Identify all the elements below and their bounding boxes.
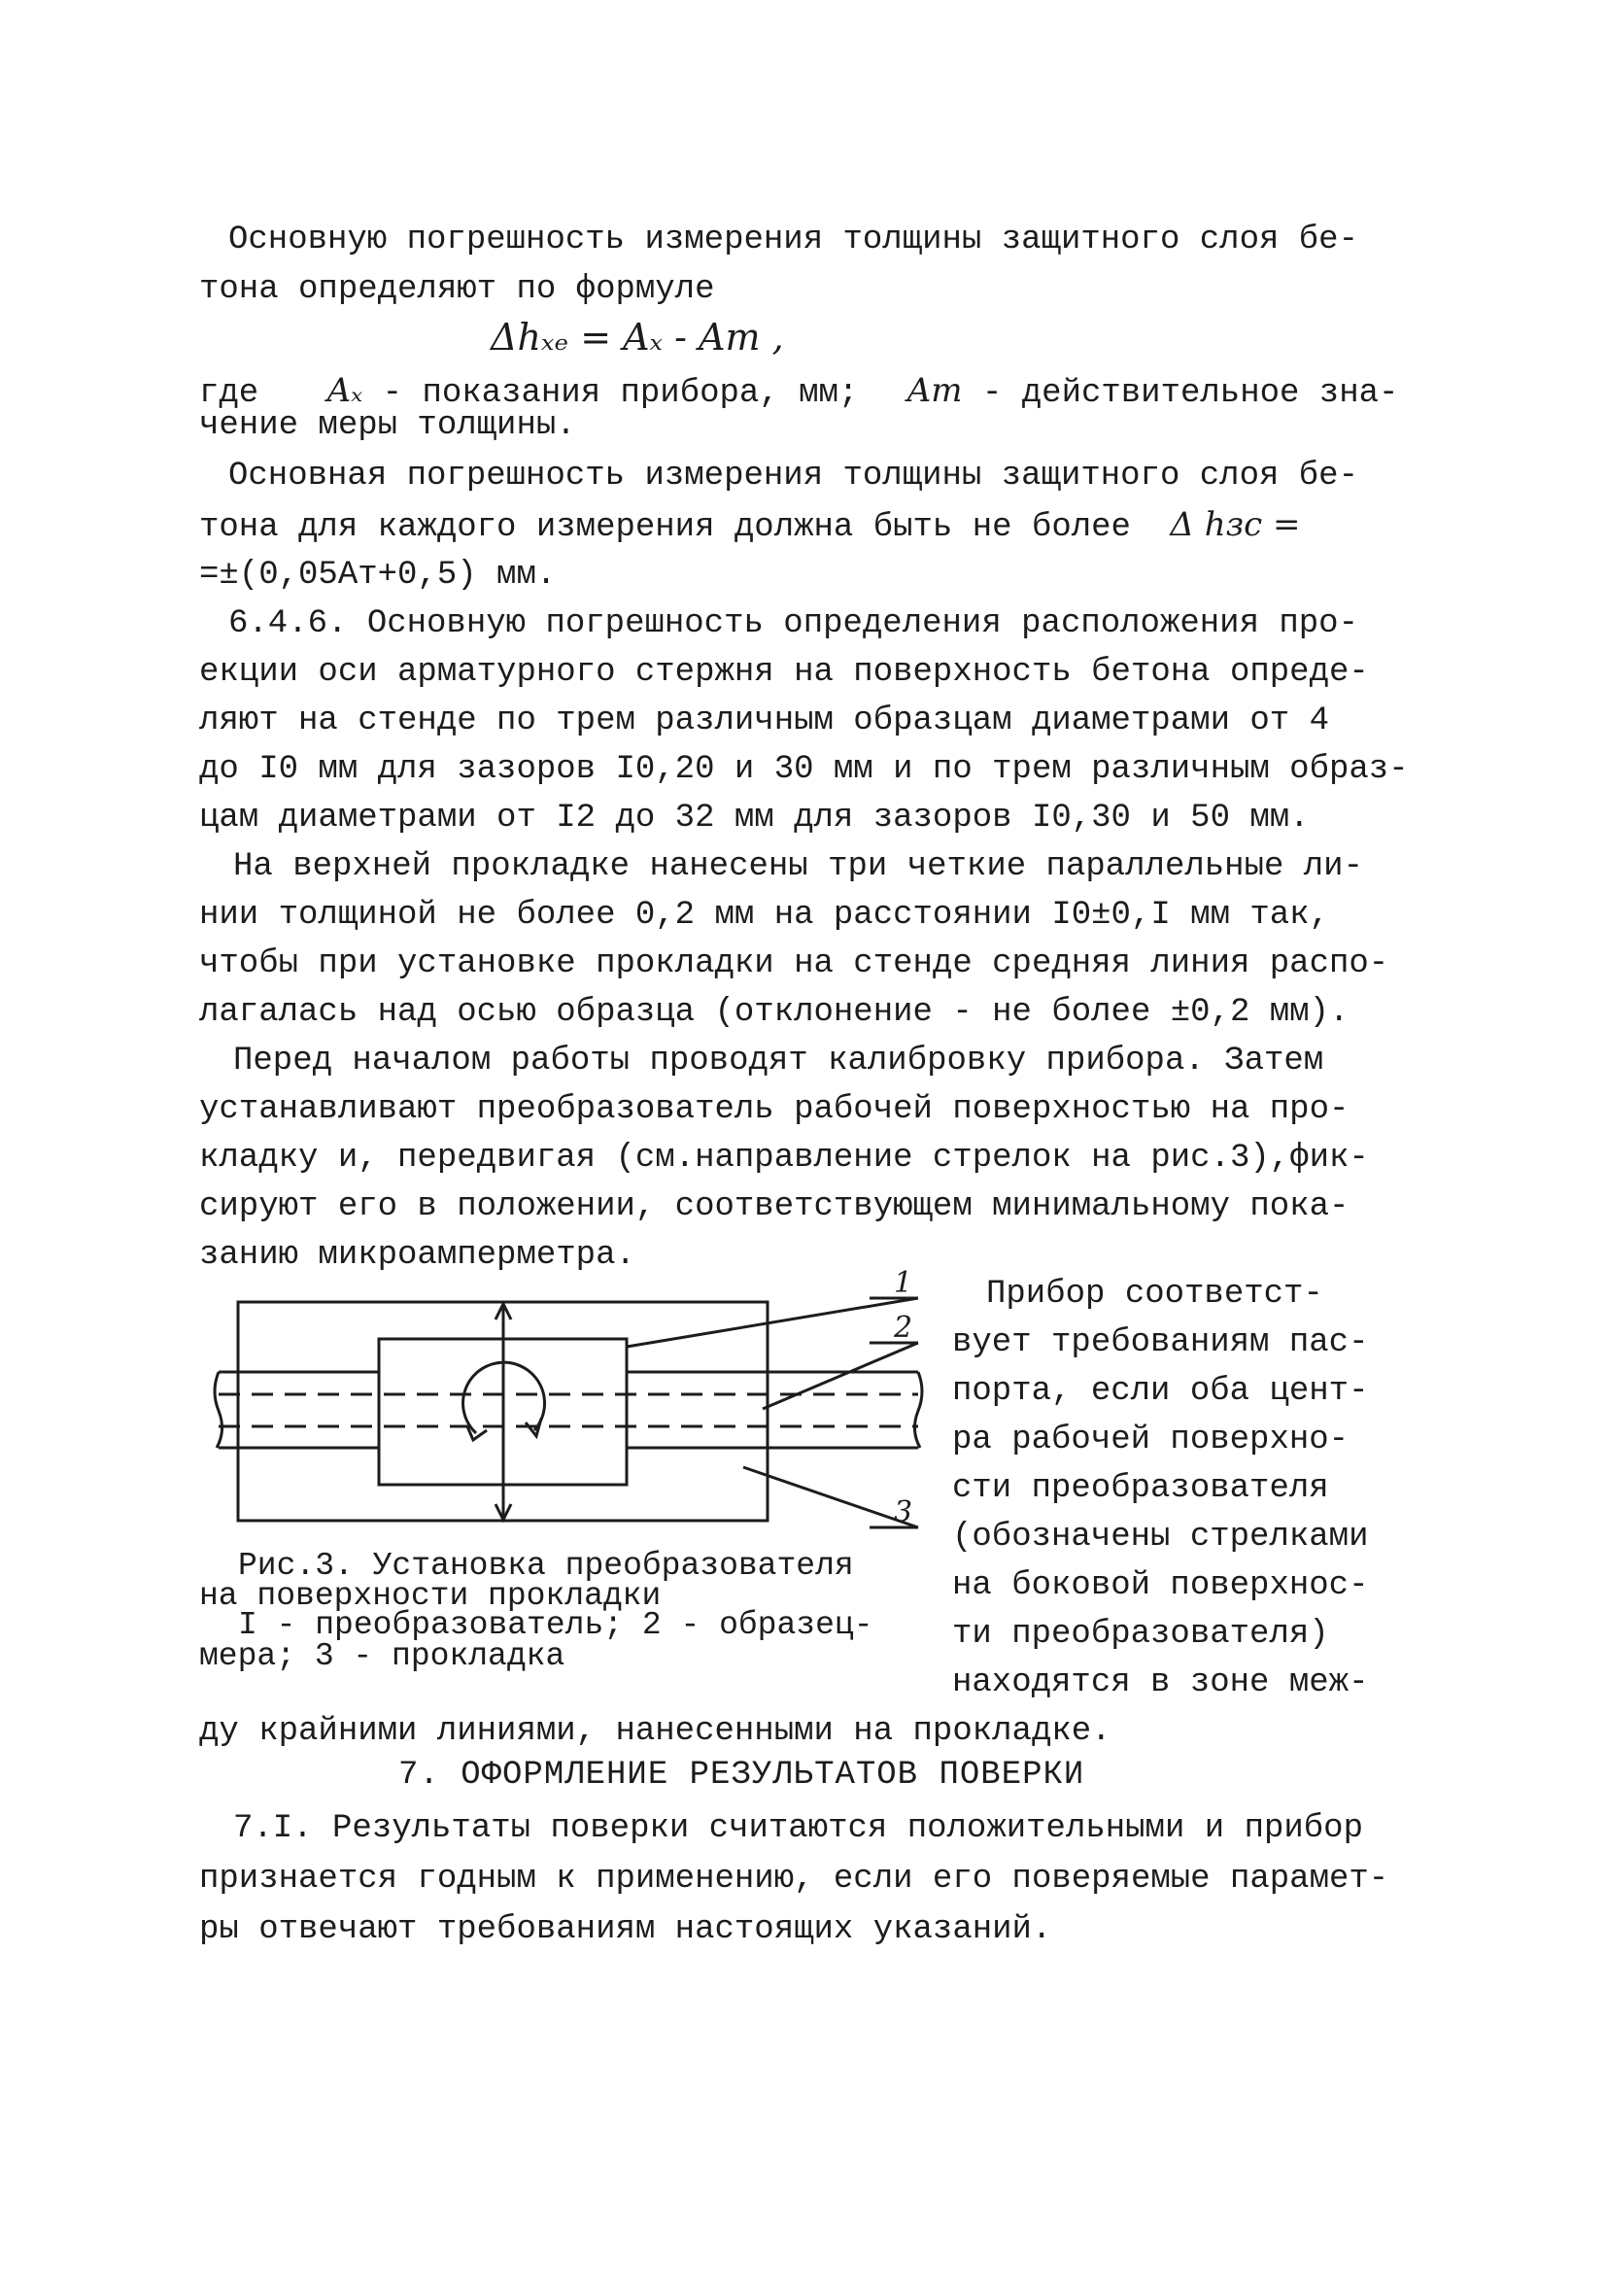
text-line: кладку и, передвигая (см.направление стрелок на рис.3),фик- [199,1140,1369,1177]
break-mark [914,1372,922,1448]
delta-h-symbol: Δ hзс = [1170,505,1301,544]
section-heading: 7. ОФОРМЛЕНИЕ РЕЗУЛЬТАТОВ ПОВЕРКИ [398,1757,1085,1794]
side-text: сти преобразователя [952,1470,1329,1507]
text-line [228,455,1365,497]
text-line [199,503,1301,549]
side-text: Прибор соответст- [986,1276,1323,1313]
ax-symbol: Aₓ [326,371,363,410]
text-line: ду крайними линиями, нанесенными на прокладке. [199,1713,1111,1750]
where-word: где [199,375,259,412]
leader-line-1 [627,1298,918,1347]
figure-legend: мера; 3 - прокладка [199,1638,565,1674]
text-line: до I0 мм для зазоров I0,20 и 30 мм и по трем различным образ- [199,751,1409,788]
text-span: Основную погрешность измерения толщины защитного слоя бе- [228,222,1358,258]
text-span: тона для каждого измерения должна быть не более [199,509,1131,546]
break-mark [215,1372,222,1448]
text-line: =±(0,05Aт+0,5) мм. [199,557,557,594]
at-symbol: Aт [906,371,963,410]
text-line: цам диаметрами от I2 до 32 мм для зазоров I0,30 и 50 мм. [199,800,1310,837]
text-line: занию микроамперметра. [199,1237,635,1274]
text-line: На верхней прокладке нанесены три четкие параллельные ли- [233,848,1363,885]
text-line [228,219,1365,261]
text-line: признается годным к применению, если его поверяемые парамет- [199,1861,1389,1898]
figure-legend: I - преобразователь; 2 - образец- [238,1607,873,1643]
leader-line-2 [763,1343,918,1409]
label-1: 1 [894,1266,913,1300]
side-text: ра рабочей поверхно- [952,1422,1350,1458]
figure-caption: Рис.3. Установка преобразователя [238,1548,854,1584]
side-text: на боковой поверхнос- [952,1567,1369,1604]
text-line: сируют его в положении, соответствующем минимальному пока- [199,1188,1350,1225]
leader-line-3 [743,1467,918,1527]
text-line: лагалась над осью образца (отклонение - не более ±0,2 мм). [199,994,1350,1031]
label-2: 2 [894,1311,913,1345]
side-text: находятся в зоне меж- [952,1664,1369,1701]
text-line: тона определяют по формуле [199,271,715,308]
label-3: 3 [894,1495,913,1529]
text-line: ляют на стенде по трем различным образцам диаметрами от 4 [199,703,1329,739]
text-line: 6.4.6. Основную погрешность определения расположения про- [228,605,1358,642]
text-line: ры отвечают требованиям настоящих указаний. [199,1911,1052,1948]
text-span: Основная погрешность измерения толщины защитного слоя бе- [228,458,1358,495]
text-line: Перед началом работы проводят калибровку прибора. Затем [233,1043,1324,1079]
where-text: - действительное зна- [981,375,1399,412]
side-text: ти преобразователя) [952,1616,1329,1653]
text-line: нии толщиной не более 0,2 мм на расстоянии I0±0,I мм так, [199,897,1329,934]
figure-3 [199,1263,938,1555]
figure-caption: на поверхности прокладки [199,1578,662,1614]
side-text: вует требованиям пас- [952,1324,1369,1361]
formula: Δhₓₑ = Aₓ - Aт , [491,316,784,359]
text-line: чение меры толщины. [199,407,576,444]
side-text: (обозначены стрелками [952,1519,1369,1556]
side-text: порта, если оба цент- [952,1373,1369,1410]
where-text: - показания прибора, мм; [382,375,859,412]
text-line: устанавливают преобразователь рабочей поверхностью на про- [199,1091,1350,1128]
text-line: 7.I. Результаты поверки считаются положительными и прибор [233,1810,1363,1847]
text-line: чтобы при установке прокладки на стенде средняя линия распо- [199,945,1389,982]
text-line: екции оси арматурного стержня на поверхность бетона опреде- [199,654,1369,691]
